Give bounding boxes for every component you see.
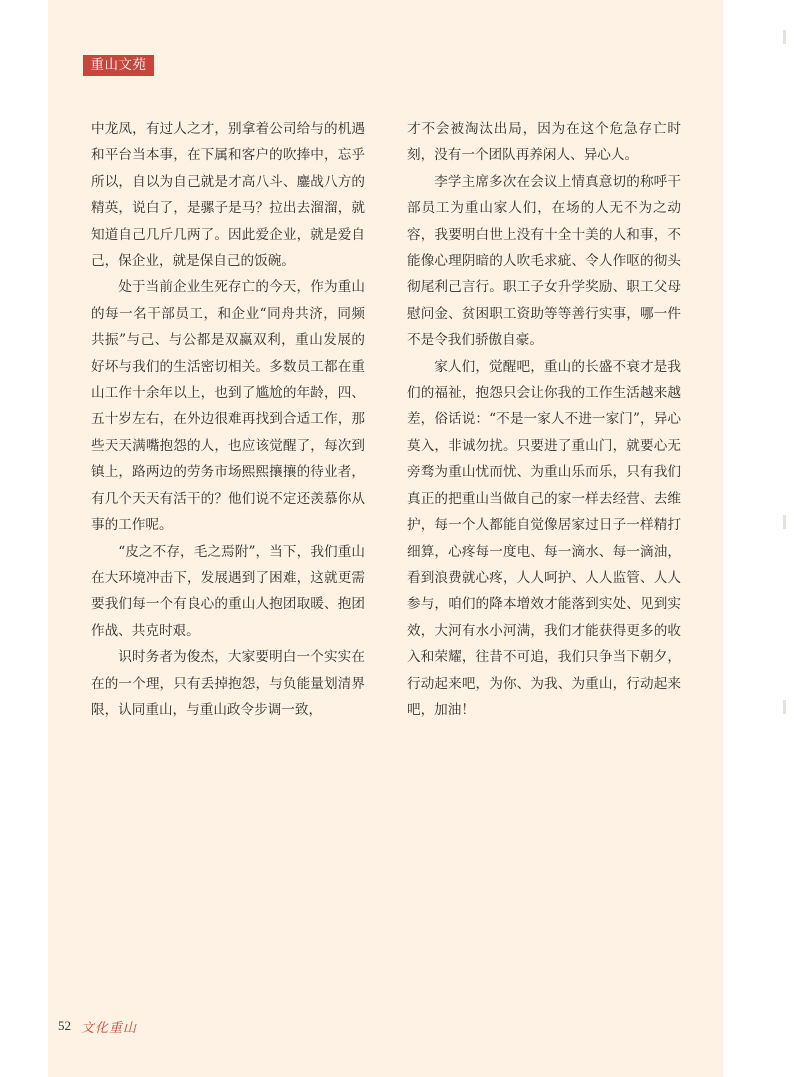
next-page-edge bbox=[723, 0, 794, 1077]
paragraph: 处于当前企业生死存亡的今天，作为重山的每一名干部员工，和企业“同舟共济，同频共振”与己、与公都是双赢双利，重山发展的好坏与我们的生活密切相关。多数员工都在重山工作十余年以上，也到了尴尬的年龄，四、五十岁左右，在外边很难再找到合适工作，那些天天满嘴抱怨的人，也应该觉醒了，每次到镇上，路两边的劳务市场熙熙攘攘的待业者，有几个天天有活干的？他们说不定还羡慕你从事的工作呢。 bbox=[91, 279, 365, 534]
paragraph: 李学主席多次在会议上情真意切的称呼干部员工为重山家人们，在场的人无不为之动容，我要明白世上没有十全十美的人和事，不能像心理阴暗的人吹毛求疵、令人作呕的彻头彻尾利己言行。职工子女升学奖励、职工父母慰问金、贫困职工资助等等善行实事，哪一件不是令我们骄傲自豪。 bbox=[407, 173, 681, 349]
page-number: 52 bbox=[58, 1018, 71, 1033]
left-column bbox=[91, 116, 365, 723]
paragraph: 才不会被淘汰出局，因为在这个危急存亡时刻，没有一个团队再养闲人、异心人。 bbox=[407, 121, 681, 164]
page-footer bbox=[58, 1016, 137, 1036]
magazine-logo: 文化重山 bbox=[81, 1020, 138, 1036]
section-tag: 重山文苑 bbox=[83, 55, 154, 76]
paragraph: 家人们，觉醒吧，重山的长盛不衰才是我们的福祉，抱怨只会让你我的工作生活越来越差，俗话说：“不是一家人不进一家门”，异心莫入，非诚勿扰。只要进了重山门，就要心无旁骛为重山忧而忧、为重山乐而乐，只有我们真正的把重山当做自己的家一样去经营、去维护，每一个人都能自觉像居家过日子一样精打细算，心疼每一度电、每一滴水、每一滴油，看到浪费就心疼，人人呵护、人人监管、人人参与，咱们的降本增效才能落到实处、见到实效，大河有水小河满，我们才能获得更多的收入和荣耀，往昔不可追，我们只争当下朝夕，行动起来吧，为你、为我、为重山，行动起来吧，加油！ bbox=[407, 358, 681, 718]
paragraph: 识时务者为俊杰，大家要明白一个实实在在的一个理，只有丢掉抱怨，与负能量划清界限，认同重山，与重山政令步调一致， bbox=[91, 649, 365, 718]
paragraph: 中龙凤，有过人之才，别拿着公司给与的机遇和平台当本事，在下属和客户的吹捧中，忘乎所以，自以为自己就是才高八斗、鏖战八方的精英，说白了，是骡子是马？拉出去溜溜，就知道自己几斤几两了。因此爱企业，就是爱自己，保企业，就是保自己的饭碗。 bbox=[91, 121, 365, 270]
edge-mark bbox=[783, 700, 786, 714]
edge-mark bbox=[783, 515, 786, 529]
paragraph: “皮之不存，毛之焉附”，当下，我们重山在大环境冲击下，发展遇到了困难，这就更需要我们每一个有良心的重山人抱团取暖、抱团作战、共克时艰。 bbox=[91, 543, 365, 639]
edge-mark bbox=[783, 30, 786, 44]
right-column bbox=[407, 116, 681, 723]
